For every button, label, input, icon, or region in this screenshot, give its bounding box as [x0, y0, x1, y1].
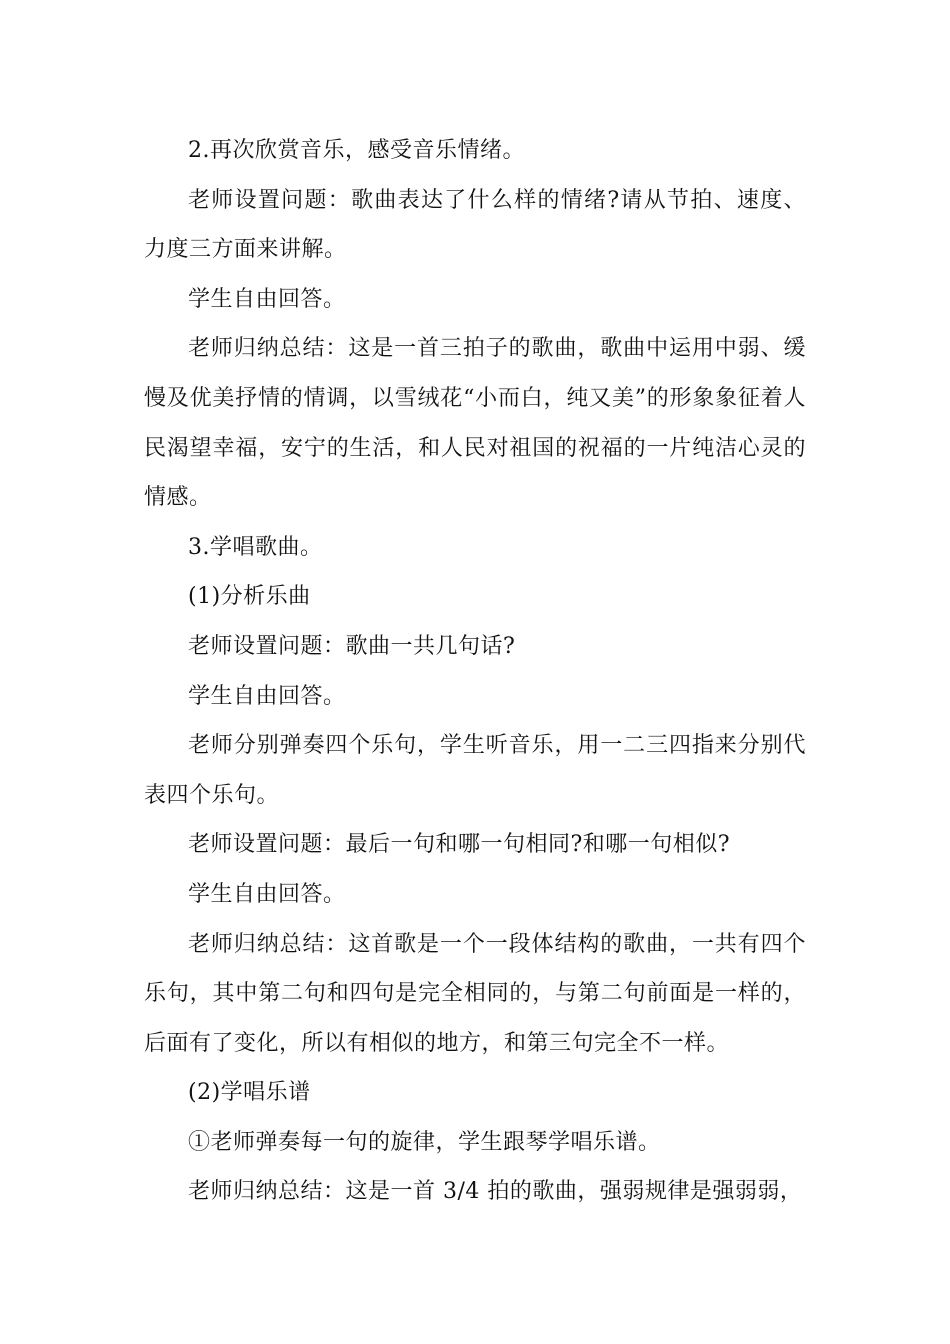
paragraph-teacher-summary-structure: 老师归纳总结：这首歌是一个一段体结构的歌曲，一共有四个乐句，其中第二句和四句是完全相同的，与第二句前面是一样的，后面有了变化，所以有相似的地方，和第三句完全不一样。: [144, 931, 806, 1056]
paragraph-teacher-plays-melody: ①老师弹奏每一句的旋律，学生跟琴学唱乐谱。: [188, 1129, 661, 1155]
paragraph-teacher-summary-meter: 老师归纳总结：这是一首 3/4 拍的歌曲，强弱规律是强弱弱，: [188, 1179, 803, 1205]
paragraph-student-answer: 学生自由回答。: [188, 286, 346, 312]
paragraph-learn-score: (2)学唱乐谱: [188, 1080, 311, 1106]
document-body: [144, 126, 806, 1217]
paragraph-analyze-music: (1)分析乐曲: [188, 584, 311, 610]
paragraph-teacher-summary-emotion: 老师归纳总结：这是一首三拍子的歌曲，歌曲中运用中弱、缓慢及优美抒情的情调，以雪绒花“小而白，纯又美”的形象象征着人民渴望幸福，安宁的生活，和人民对祖国的祝福的一片纯洁心灵的情感。: [144, 336, 806, 511]
paragraph-student-answer: 学生自由回答。: [188, 881, 346, 907]
paragraph-learn-song: 3.学唱歌曲。: [188, 534, 323, 560]
paragraph-teacher-question-phrases: 老师设置问题：歌曲一共几句话?: [188, 633, 516, 659]
paragraph-teacher-question-emotion: 老师设置问题：歌曲表达了什么样的情绪?请从节拍、速度、力度三方面来讲解。: [144, 187, 806, 263]
paragraph-appreciate-again: 2.再次欣赏音乐，感受音乐情绪。: [188, 138, 525, 163]
paragraph-teacher-plays-phrases: 老师分别弹奏四个乐句，学生听音乐，用一二三四指来分别代表四个乐句。: [144, 733, 806, 808]
paragraph-student-answer: 学生自由回答。: [188, 683, 346, 709]
paragraph-teacher-question-similarity: 老师设置问题：最后一句和哪一句相同?和哪一句相似?: [188, 832, 731, 858]
